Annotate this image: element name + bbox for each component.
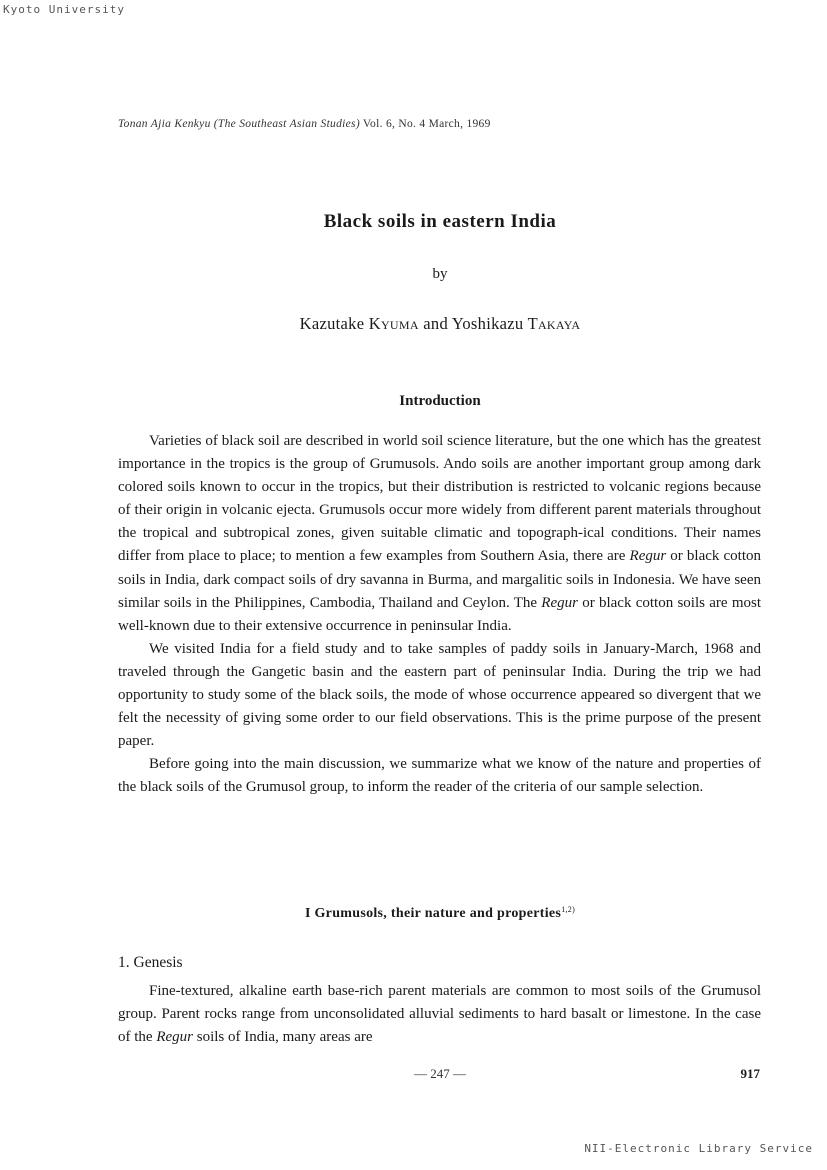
author-1-last: yuma — [380, 314, 419, 333]
author-conjunction: and — [418, 314, 452, 333]
paragraph: Before going into the main discussion, we summarize what we know of the nature and properties of the black soils of the Grumusol group, to inform the reader of the criteria of our sample selection. — [118, 756, 761, 796]
journal-citation — [118, 118, 491, 130]
institution-watermark: Kyoto University — [3, 3, 125, 16]
authors — [0, 314, 827, 334]
page-center-number: — 247 — — [414, 1066, 466, 1081]
author-2-last: akaya — [537, 314, 581, 333]
journal-name: Tonan Ajia Kenkyu (The Southeast Asian Studies) — [118, 118, 360, 130]
journal-volume: Vol. 6, No. 4 March, 1969 — [359, 118, 491, 130]
paragraph: We visited India for a field study and to take samples of paddy soils in January-March, 1968 and traveled through the Gangetic basin and the eastern part of peninsular India. During the trip we had opportunity to study some of the black soils, the mode of whose occurrence appeared so divergent that we felt the necessity of giving some order to our field observations. This is the prime purpose of the present paper. — [118, 640, 761, 750]
paragraph: Fine-textured, alkaline earth base-rich parent materials are common to most soils of the Grumusol group. Parent rocks range from unconsolidated alluvial sediments to hard basalt or limestone. In the case of the Regur soils of India, many areas are — [118, 983, 761, 1046]
author-1-last-initial: K — [368, 314, 381, 333]
library-watermark: NII-Electronic Library Service — [584, 1142, 813, 1155]
reference-marker: 1,2) — [561, 905, 576, 914]
paper-title: Black soils in eastern India — [323, 211, 557, 232]
introduction-heading: Introduction — [399, 393, 481, 409]
byline: by — [432, 266, 448, 282]
section-heading: I Grumusols, their nature and properties$^{1,2)}$ — [304, 905, 576, 921]
paragraph: Varieties of black soil are described in world soil science literature, but the one which has the greatest importance in the tropics is the group of Grumusols. Ando soils are another important group among dark colored soils known to occur in the tropics, but their distribution is restricted to volcanic regions because of their origin in volcanic ejecta. Grumusols occur more widely from different parent materials throughout the tropical and subtropical zones, given suitable climatic and topograph-ical conditions. Their names differ from place to place; to mention a few examples from Southern Asia, there are Regur or black cotton soils in India, dark compact soils of dry savanna in Burma, and margalitic soils in Indonesia. We have seen similar soils in the Philippines, Cambodia, Thailand and Ceylon. The Regur or black cotton soils are most well-known due to their extensive occurrence in peninsular India. — [118, 433, 761, 634]
genesis-body — [118, 980, 761, 1049]
subsection-heading: 1. Genesis — [118, 954, 183, 971]
page-number: 917 — [740, 1066, 760, 1081]
introduction-body — [118, 430, 761, 800]
author-2-first: Yoshikazu — [451, 314, 528, 333]
author-2-last-initial: T — [527, 314, 538, 333]
author-1-first: Kazutake — [299, 314, 369, 333]
